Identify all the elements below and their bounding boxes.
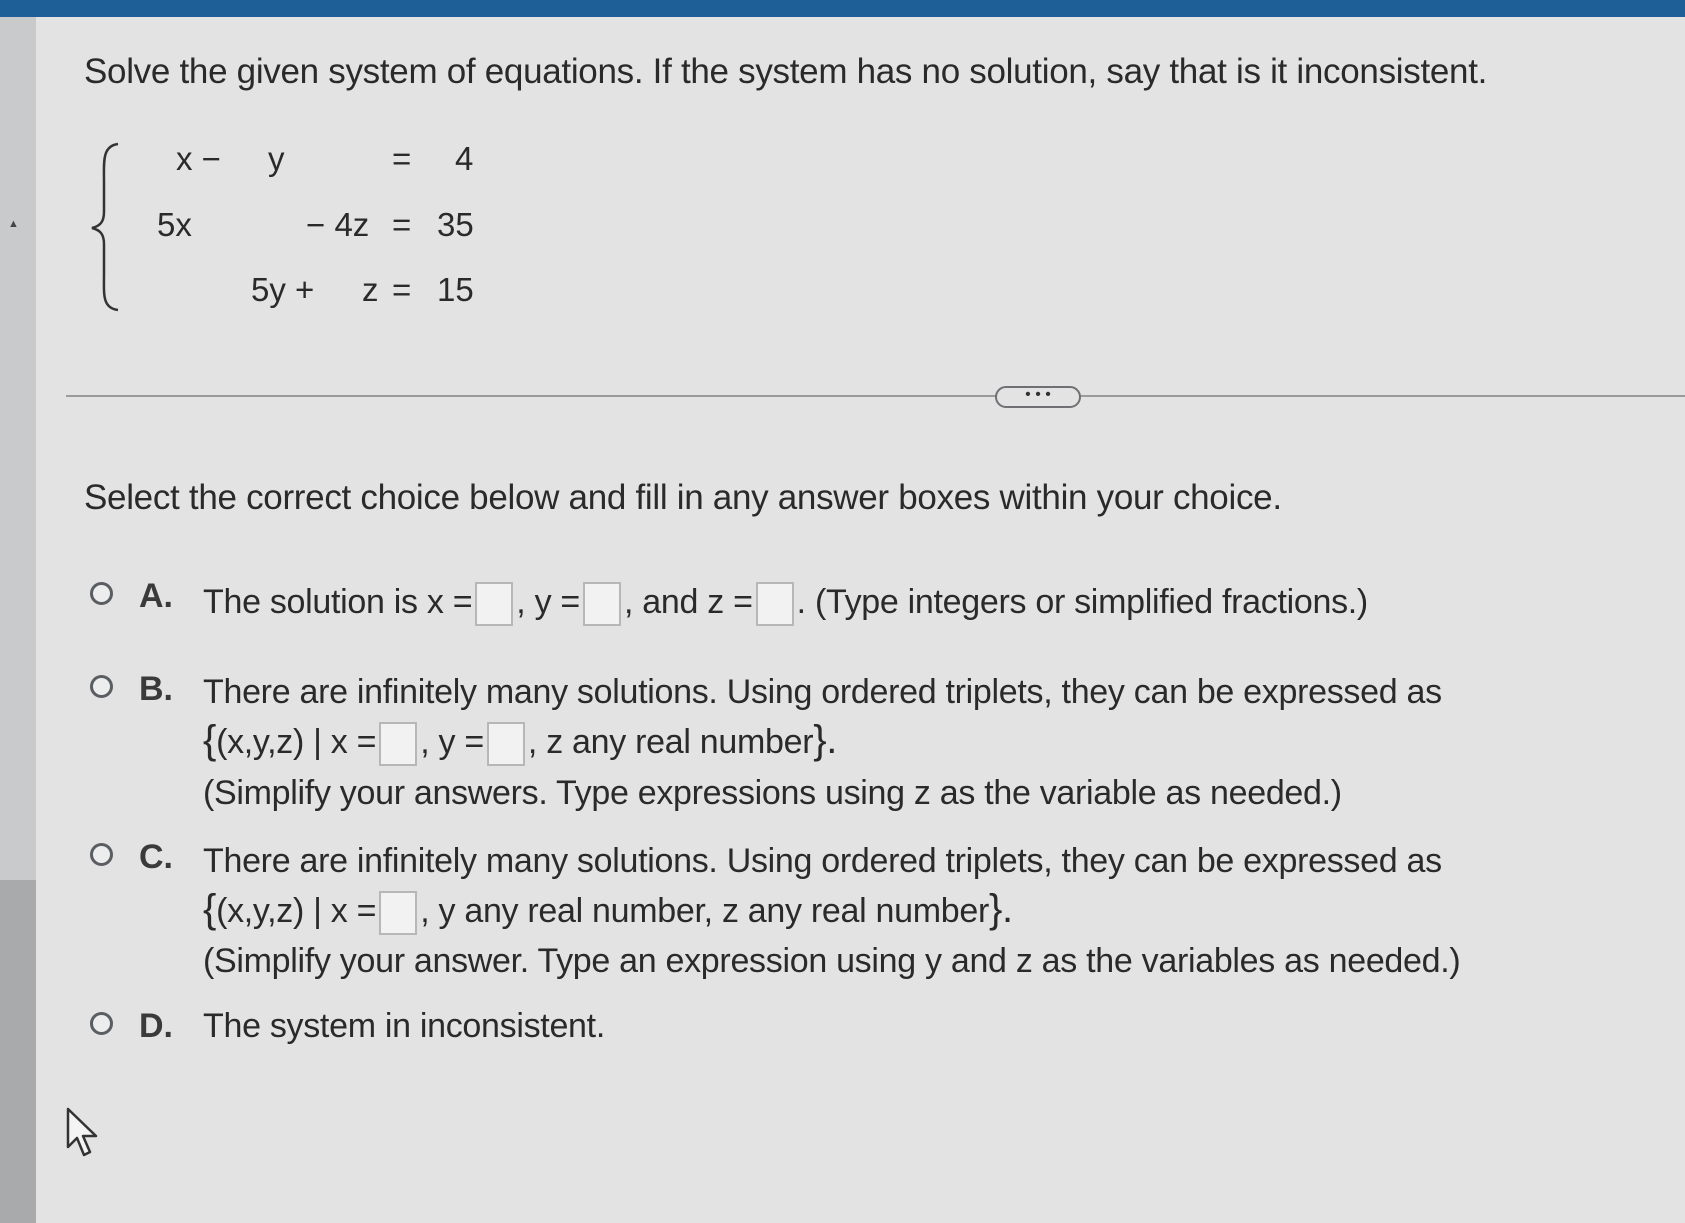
choice-c-line1: There are infinitely many solutions. Using ordered triplets, they can be expressed as xyxy=(203,842,1442,880)
choice-c-x-input[interactable] xyxy=(379,891,417,935)
choice-c-set1: (x,y,z) | x = xyxy=(216,892,377,930)
choice-b-radio[interactable] xyxy=(90,675,113,698)
choice-b-x-input[interactable] xyxy=(379,722,417,766)
eq3-z-term: z xyxy=(362,271,379,308)
left-sidebar-scroll-thumb[interactable] xyxy=(0,880,36,1223)
choice-b-letter: B. xyxy=(139,670,173,708)
choice-c-close-brace: }. xyxy=(988,887,1013,931)
choice-b-set3: , z any real number xyxy=(527,723,814,761)
choice-d-radio[interactable] xyxy=(90,1012,113,1035)
choice-a-part4: . (Type integers or simplified fractions.) xyxy=(796,582,1368,621)
eq2-z-term: − 4z xyxy=(306,206,370,243)
choice-d-letter: D. xyxy=(139,1007,173,1045)
eq3-y-term: 5y + xyxy=(251,271,315,308)
choice-b-set2: , y = xyxy=(420,723,484,761)
choice-a-y-input[interactable] xyxy=(583,582,621,626)
eq2-equals: = xyxy=(392,206,412,243)
choice-d-text: The system in inconsistent. xyxy=(203,1007,605,1045)
choice-c-radio[interactable] xyxy=(90,843,113,866)
eq1-y-term: y xyxy=(268,140,285,177)
question-text: Solve the given system of equations. If the system has no solution, say that is it inconsistent. xyxy=(84,52,1488,91)
choice-c-set-line xyxy=(203,887,1013,935)
eq1-rhs: 4 xyxy=(455,140,474,177)
eq3-equals: = xyxy=(392,271,412,308)
eq1-x-term: x − xyxy=(176,140,221,177)
eq2-x-term: 5x xyxy=(157,206,192,243)
choice-c-open-brace: { xyxy=(203,887,217,931)
mouse-pointer-icon xyxy=(62,1105,106,1161)
choice-b-open-brace: { xyxy=(203,718,217,762)
choice-c-letter: C. xyxy=(139,838,173,876)
collapse-arrow-icon[interactable]: ▲ xyxy=(8,218,19,230)
top-bar xyxy=(0,0,1685,17)
choice-b-set1: (x,y,z) | x = xyxy=(216,723,377,761)
choice-a-part2: , y = xyxy=(516,582,580,621)
instruction-text: Select the correct choice below and fill in any answer boxes within your choice. xyxy=(84,478,1282,517)
section-divider xyxy=(66,395,1685,397)
choice-c-hint: (Simplify your answer. Type an expression using y and z as the variables as needed.) xyxy=(203,942,1461,980)
choice-a-letter: A. xyxy=(139,577,173,615)
eq1-equals: = xyxy=(392,140,412,177)
choice-a-text xyxy=(203,582,1368,626)
choice-a-z-input[interactable] xyxy=(756,582,794,626)
eq3-rhs: 15 xyxy=(437,271,474,308)
choice-b-line1: There are infinitely many solutions. Using ordered triplets, they can be expressed as xyxy=(203,673,1442,711)
choice-b-y-input[interactable] xyxy=(487,722,525,766)
more-options-button[interactable]: • • • xyxy=(995,386,1081,408)
choice-a-part3: , and z = xyxy=(623,582,753,621)
choice-a-part1: The solution is x = xyxy=(203,582,473,621)
choice-a-radio[interactable] xyxy=(90,582,113,605)
choice-b-close-brace: }. xyxy=(813,718,838,762)
choice-b-hint: (Simplify your answers. Type expressions using z as the variable as needed.) xyxy=(203,774,1342,812)
eq2-rhs: 35 xyxy=(437,206,474,243)
left-brace-icon xyxy=(90,142,130,312)
choice-b-set-line xyxy=(203,718,837,766)
choice-a-x-input[interactable] xyxy=(475,582,513,626)
choice-c-set2: , y any real number, z any real number xyxy=(420,892,989,930)
